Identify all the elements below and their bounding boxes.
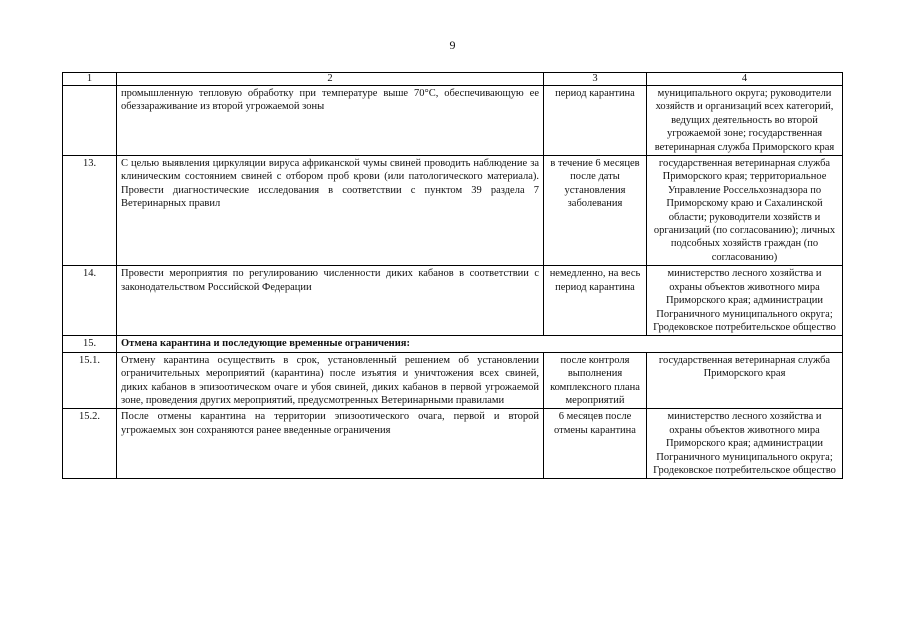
row-number: 15.1.	[63, 352, 117, 409]
section-row	[63, 336, 843, 352]
row-number	[63, 86, 117, 156]
measure-responsible: министерство лесного хозяйства и охраны объектов животного мира Приморского края; администрации Пограничного муниципального округа; Гродековское потребительское общество	[647, 266, 843, 336]
measure-text: С целью выявления циркуляции вируса африканской чумы свиней проводить наблюдение за клиническим состоянием свиней с отбором проб крови (или патологического материала). Провести диагностические исследования в соответствии с пунктом 39 раздела 7 Ветеринарных правил	[117, 156, 544, 266]
measure-responsible: государственная ветеринарная служба Приморского края	[647, 352, 843, 409]
page-number: 9	[449, 38, 456, 52]
measure-term: немедленно, на весь период карантина	[544, 266, 647, 336]
measures-table	[62, 72, 843, 479]
row-number: 15.2.	[63, 409, 117, 479]
measure-text: Провести мероприятия по регулированию численности диких кабанов в соответствии с законодательством Российской Федерации	[117, 266, 544, 336]
measure-text: Отмену карантина осуществить в срок, установленный решением об установлении ограничительных мероприятий (карантина) после изъятия и уничтожения всех свиней, диких кабанов в эпизоотическом очаге и убоя свиней, диких кабанов в первой угрожаемой зоне, проведения других мероприятий, предусмотренных Ветеринарными правилами	[117, 352, 544, 409]
measure-text: промышленную тепловую обработку при температуре выше 70°С, обеспечивающую ее обеззараживание из второй угрожаемой зоны	[117, 86, 544, 156]
measure-term: период карантина	[544, 86, 647, 156]
table-row	[63, 352, 843, 409]
measure-responsible: муниципального округа; руководители хозяйств и организаций всех категорий, ведущих деятельность во второй угрожаемой зоне; государственная ветеринарная служба Приморского края	[647, 86, 843, 156]
measure-responsible: министерство лесного хозяйства и охраны объектов животного мира Приморского края; администрации Пограничного муниципального округа; Гродековское потребительское общество	[647, 409, 843, 479]
measure-term: в течение 6 месяцев после даты установления заболевания	[544, 156, 647, 266]
measure-text: После отмены карантина на территории эпизоотического очага, первой и второй угрожаемых зон сохраняются ранее введенные ограничения	[117, 409, 544, 479]
measure-term: 6 месяцев после отмены карантина	[544, 409, 647, 479]
table-header-row	[63, 73, 843, 86]
table-row	[63, 266, 843, 336]
section-title: Отмена карантина и последующие временные ограничения:	[117, 336, 843, 352]
table-row	[63, 86, 843, 156]
column-header-1: 1	[63, 73, 117, 86]
column-header-4: 4	[647, 73, 843, 86]
measure-term: после контроля выполнения комплексного плана мероприятий	[544, 352, 647, 409]
measure-responsible: государственная ветеринарная служба Приморского края; территориальное Управление Россельхознадзора по Приморскому краю и Сахалинской области; руководители хозяйств и организаций (по согласованию); личных подсобных хозяйств граждан (по согласованию)	[647, 156, 843, 266]
table-row	[63, 156, 843, 266]
column-header-2: 2	[117, 73, 544, 86]
row-number: 13.	[63, 156, 117, 266]
table-row	[63, 409, 843, 479]
column-header-3: 3	[544, 73, 647, 86]
row-number: 14.	[63, 266, 117, 336]
row-number: 15.	[63, 336, 117, 352]
